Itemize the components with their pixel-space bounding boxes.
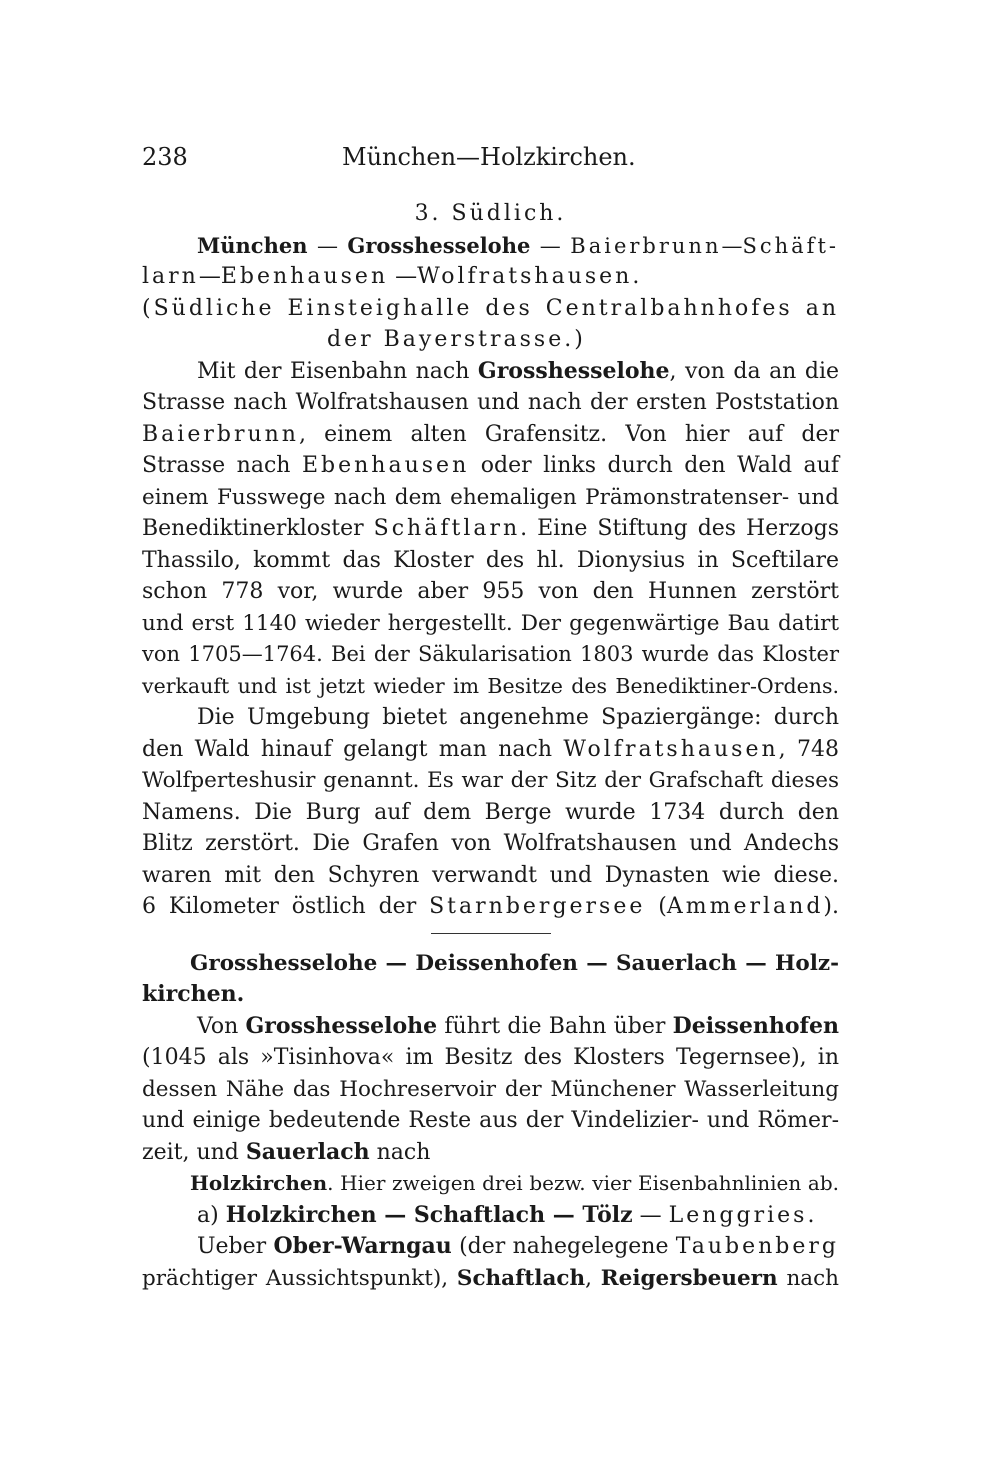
- text-line: [142, 1011, 839, 1043]
- place-bold: Deissenhofen: [672, 1012, 839, 1039]
- text-line: Namens. Die Burg auf dem Berge wurde 1734 durch den: [142, 799, 839, 825]
- page-header: [142, 143, 842, 177]
- text-run: Von: [197, 1013, 246, 1039]
- route-line-2: [142, 261, 839, 293]
- place-bold: Schaftlach: [456, 1265, 586, 1291]
- text-line: [142, 356, 839, 388]
- text-run: oder links durch den Wald auf: [469, 453, 839, 478]
- text-line: verkauft und ist jetzt wieder im Besitze des Benediktiner-Ordens.: [142, 673, 839, 698]
- place-spaced: Ebenhausen: [220, 264, 389, 289]
- place-spaced: larn: [142, 264, 199, 289]
- place-bold: München: [197, 232, 308, 258]
- text-run: führt die Bahn über: [437, 1013, 673, 1039]
- text-run: nach: [369, 1139, 431, 1165]
- text-run: (der nahegelegene: [451, 1234, 676, 1259]
- text-line: (1045 als »Tisinhova« im Besitz des Klosters Tegernsee), in: [142, 1045, 839, 1070]
- text-run: (: [645, 894, 667, 919]
- place-bold: Holzkirchen: [190, 1171, 328, 1195]
- route-separator: —: [198, 264, 221, 289]
- route-separator: —: [388, 264, 418, 289]
- text-line: [142, 513, 839, 545]
- text-run: a): [197, 1202, 226, 1228]
- text-run: ,: [585, 1265, 601, 1291]
- station-note-1: (Südliche Einsteighalle des Centralbahnhofes an: [142, 295, 839, 321]
- text-line: Blitz zerstört. Die Grafen von Wolfratshausen und Andechs: [142, 831, 839, 856]
- place-bold: Sauerlach: [245, 1138, 370, 1165]
- text-line: [142, 1231, 839, 1263]
- page-body: [142, 198, 839, 1294]
- text-line: und einige bedeutende Reste aus der Vindelizier- und Römer-: [142, 1108, 839, 1133]
- place-spaced: Baierbrunn: [142, 421, 299, 447]
- text-line: [142, 891, 839, 923]
- section-divider: [431, 933, 551, 934]
- text-line: [142, 734, 839, 766]
- place-spaced: Lenggries.: [668, 1202, 818, 1228]
- place-spaced: Wolfratshausen.: [417, 264, 643, 289]
- text-line: Thassilo, kommt das Kloster des hl. Dionysius in Sceftilare: [142, 547, 839, 573]
- place-spaced: Baierbrunn: [570, 233, 722, 258]
- section-heading: 3. Südlich.: [414, 201, 567, 226]
- place-bold: Reigersbeuern: [600, 1265, 778, 1291]
- place-spaced: Ebenhausen: [301, 453, 470, 478]
- page-number: 238: [142, 143, 188, 171]
- text-run: , 748: [778, 736, 839, 762]
- text-run: zeit, und: [142, 1139, 246, 1165]
- text-line: schon 778 vor, wurde aber 955 von den Hunnen zerstört: [142, 579, 839, 604]
- text-run: nach: [777, 1265, 840, 1291]
- text-line: Die Umgebung bietet angenehme Spaziergänge: durch: [197, 705, 839, 730]
- text-run: . Eine Stiftung des Herzogs: [520, 516, 839, 541]
- text-run: ).: [823, 894, 839, 919]
- text-line: von 1705—1764. Bei der Säkularisation 1803 wurde das Kloster: [142, 642, 839, 666]
- text-run: prächtiger Aussichtspunkt),: [142, 1265, 457, 1291]
- place-bold: Ober-Warngau: [273, 1233, 452, 1259]
- text-run: —: [632, 1202, 669, 1228]
- route-separator: —: [721, 233, 743, 258]
- text-line: dessen Nähe das Hochreservoir der Münchener Wasserleitung: [142, 1076, 839, 1102]
- place-spaced: Ammerland: [666, 894, 824, 919]
- route-heading-2: kirchen.: [142, 981, 245, 1007]
- text-line: Wolfperteshusir genannt. Es war der Sitz der Grafschaft dieses: [142, 768, 839, 793]
- text-run: Benediktinerkloster: [142, 516, 374, 541]
- text-line: [142, 450, 839, 482]
- route-line-1: [142, 230, 839, 262]
- text-run: , von da an die: [669, 358, 839, 384]
- text-line: [142, 1263, 839, 1295]
- place-spaced: Starnbergersee: [429, 894, 646, 919]
- text-line: [142, 1200, 839, 1232]
- text-run: . Hier zweigen drei bezw. vier Eisenbahnlinien ab.: [327, 1171, 839, 1195]
- place-spaced: Wolfratshausen: [563, 736, 779, 762]
- text-line: [142, 1137, 839, 1169]
- route-heading-1: Grosshesselohe — Deissenhofen — Sauerlach — Holz-: [190, 950, 839, 976]
- place-spaced: Schäftlarn: [373, 516, 521, 541]
- route-separator: —: [530, 233, 571, 258]
- place-bold: Grosshesselohe: [245, 1012, 438, 1039]
- text-run: 6 Kilometer östlich der: [142, 894, 430, 919]
- text-run: den Wald hinauf gelangt man nach: [142, 736, 564, 762]
- text-line: einem Fusswege nach dem ehemaligen Prämonstratenser- und: [142, 484, 839, 510]
- text-line: waren mit den Schyren verwandt und Dynasten wie diese.: [142, 862, 839, 888]
- text-run: , einem alten Grafensitz. Von hier auf der: [298, 421, 839, 447]
- route-bold: Holzkirchen — Schaftlach — Tölz: [225, 1201, 633, 1228]
- text-line: und erst 1140 wieder hergestellt. Der gegenwärtige Bau datirt: [142, 610, 839, 636]
- text-run: Ueber: [197, 1234, 274, 1259]
- place-spaced: Taubenberg: [675, 1234, 839, 1259]
- station-note-2: der Bayerstrasse.): [327, 327, 586, 352]
- route-separator: —: [307, 233, 348, 258]
- text-line: Strasse nach Wolfratshausen und nach der ersten Poststation: [142, 390, 839, 415]
- place-bold: Grosshesselohe: [347, 232, 531, 258]
- text-run: Strasse nach: [142, 453, 302, 478]
- text-line: [142, 1168, 839, 1200]
- text-line: [142, 419, 839, 451]
- text-run: Mit der Eisenbahn nach: [197, 358, 478, 384]
- place-bold: Grosshesselohe: [477, 357, 670, 384]
- place-spaced: Schäft-: [742, 233, 839, 258]
- running-title: München—Holzkirchen.: [342, 143, 636, 171]
